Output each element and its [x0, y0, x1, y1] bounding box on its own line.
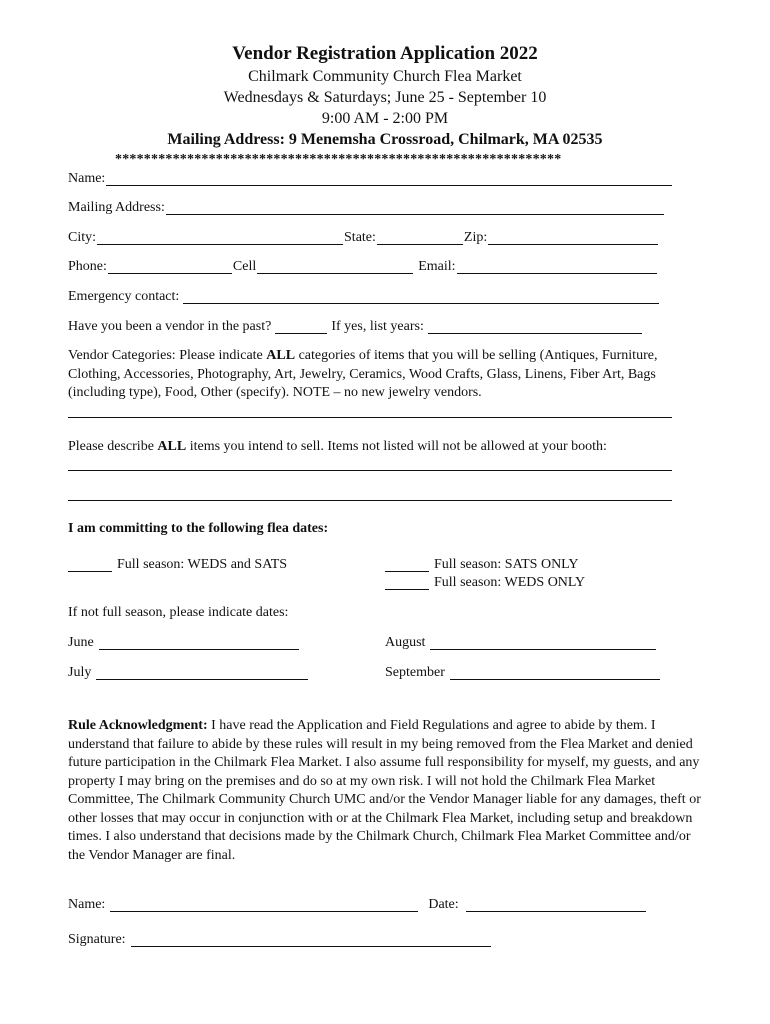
- signature-row: [68, 933, 492, 947]
- past-vendor-label: Have you been a vendor in the past?: [68, 319, 272, 334]
- emergency-contact-row: [68, 290, 660, 304]
- cell-label: Cell: [232, 259, 257, 274]
- event-days: Wednesdays & Saturdays; June 25 - September 10: [223, 89, 547, 106]
- describe-items-text: Please describe ALL items you intend to sell. Items not listed will not be allowed at your booth:: [68, 439, 607, 454]
- august-field[interactable]: [430, 636, 656, 650]
- phone-field[interactable]: [108, 260, 232, 274]
- option-sats-only-field[interactable]: [385, 558, 429, 572]
- signoff-name-row: [68, 898, 647, 912]
- vendor-categories-text: Vendor Categories: Please indicate ALL categories of items that you will be selling (Antiques, Furniture, Clothing, Accessories, Photography, Art, Jewelry, Ceramics, Wood Crafts, Glass, Linens, Fiber Art, Bags (including type), Food, Other (specify). NOTE – no new jewelry vendors.: [68, 348, 658, 400]
- email-field[interactable]: [457, 260, 657, 274]
- signoff-date-label: Date:: [428, 897, 459, 912]
- option-weds-sats: [68, 558, 287, 572]
- june-field[interactable]: [99, 636, 299, 650]
- june-label: June: [68, 635, 94, 650]
- past-vendor-row: [68, 320, 643, 334]
- vendor-categories-field[interactable]: [68, 417, 672, 418]
- signoff-name-label: Name:: [68, 897, 106, 912]
- past-vendor-field[interactable]: [275, 320, 327, 334]
- july-row: [68, 666, 309, 680]
- describe-items-line-1[interactable]: [68, 470, 672, 471]
- signature-label: Signature:: [68, 932, 126, 947]
- event-hours: 9:00 AM - 2:00 PM: [321, 110, 449, 127]
- signoff-date-field[interactable]: [466, 898, 646, 912]
- signature-field[interactable]: [131, 933, 491, 947]
- september-row: [385, 666, 661, 680]
- city-state-zip-row: [68, 231, 659, 245]
- june-row: [68, 636, 300, 650]
- cell-field[interactable]: [257, 260, 413, 274]
- separator-stars: **************************************************************: [115, 152, 562, 167]
- emergency-contact-label: Emergency contact:: [68, 289, 180, 304]
- option-sats-only-label: Full season: SATS ONLY: [434, 557, 579, 572]
- zip-label: Zip:: [463, 230, 488, 245]
- city-field[interactable]: [97, 231, 343, 245]
- flea-dates-heading: I am committing to the following flea dates:: [68, 521, 329, 536]
- city-label: City:: [68, 230, 97, 245]
- name-field[interactable]: [106, 172, 672, 186]
- name-row: [68, 172, 673, 186]
- option-weds-only: [385, 576, 585, 590]
- phone-row: [68, 260, 658, 274]
- state-field[interactable]: [377, 231, 463, 245]
- september-field[interactable]: [450, 666, 660, 680]
- option-weds-sats-field[interactable]: [68, 558, 112, 572]
- email-label: Email:: [418, 259, 456, 274]
- july-field[interactable]: [96, 666, 308, 680]
- signoff-name-field[interactable]: [110, 898, 418, 912]
- option-sats-only: [385, 558, 578, 572]
- mailing-address-heading: Mailing Address: 9 Menemsha Crossroad, Chilmark, MA 02535: [167, 131, 603, 148]
- august-row: [385, 636, 657, 650]
- form-title: Vendor Registration Application 2022: [232, 43, 538, 64]
- july-label: July: [68, 665, 92, 680]
- state-label: State:: [344, 230, 376, 245]
- event-name: Chilmark Community Church Flea Market: [248, 68, 522, 85]
- name-label: Name:: [68, 171, 106, 186]
- option-weds-only-field[interactable]: [385, 576, 429, 590]
- rule-acknowledgment: Rule Acknowledgment: I have read the Application and Field Regulations and agree to abide by them. I understand that failure to abide by these rules will result in my being removed from the Flea Market and denied future participation in the Chilmark Flea Market. I also assume full responsibility for myself, my guests, and any property I may bring on the premises and do so at my own risk. I will not hold the Chilmark Flea Market Committee, The Chilmark Community Church UMC and/or the Vendor Manager liable for any damages, theft or other losses that may occur in conjunction with or at the Chilmark Flea Market, including setup and breakdown times. I also understand that decisions made by the Chilmark Church, Chilmark Flea Market Committee and/or the Vendor Manager are final.: [68, 718, 701, 863]
- mailing-address-label: Mailing Address:: [68, 200, 165, 215]
- option-weds-sats-label: Full season: WEDS and SATS: [117, 557, 288, 572]
- partial-season-prompt: If not full season, please indicate dates:: [68, 605, 289, 620]
- zip-field[interactable]: [488, 231, 658, 245]
- mailing-address-field[interactable]: [166, 201, 664, 215]
- august-label: August: [385, 635, 426, 650]
- option-weds-only-label: Full season: WEDS ONLY: [434, 575, 586, 590]
- past-years-label: If yes, list years:: [331, 319, 424, 334]
- mailing-address-row: [68, 201, 665, 215]
- september-label: September: [385, 665, 445, 680]
- emergency-contact-field[interactable]: [183, 290, 659, 304]
- describe-items-line-2[interactable]: [68, 500, 672, 501]
- phone-label: Phone:: [68, 259, 107, 274]
- past-years-field[interactable]: [428, 320, 642, 334]
